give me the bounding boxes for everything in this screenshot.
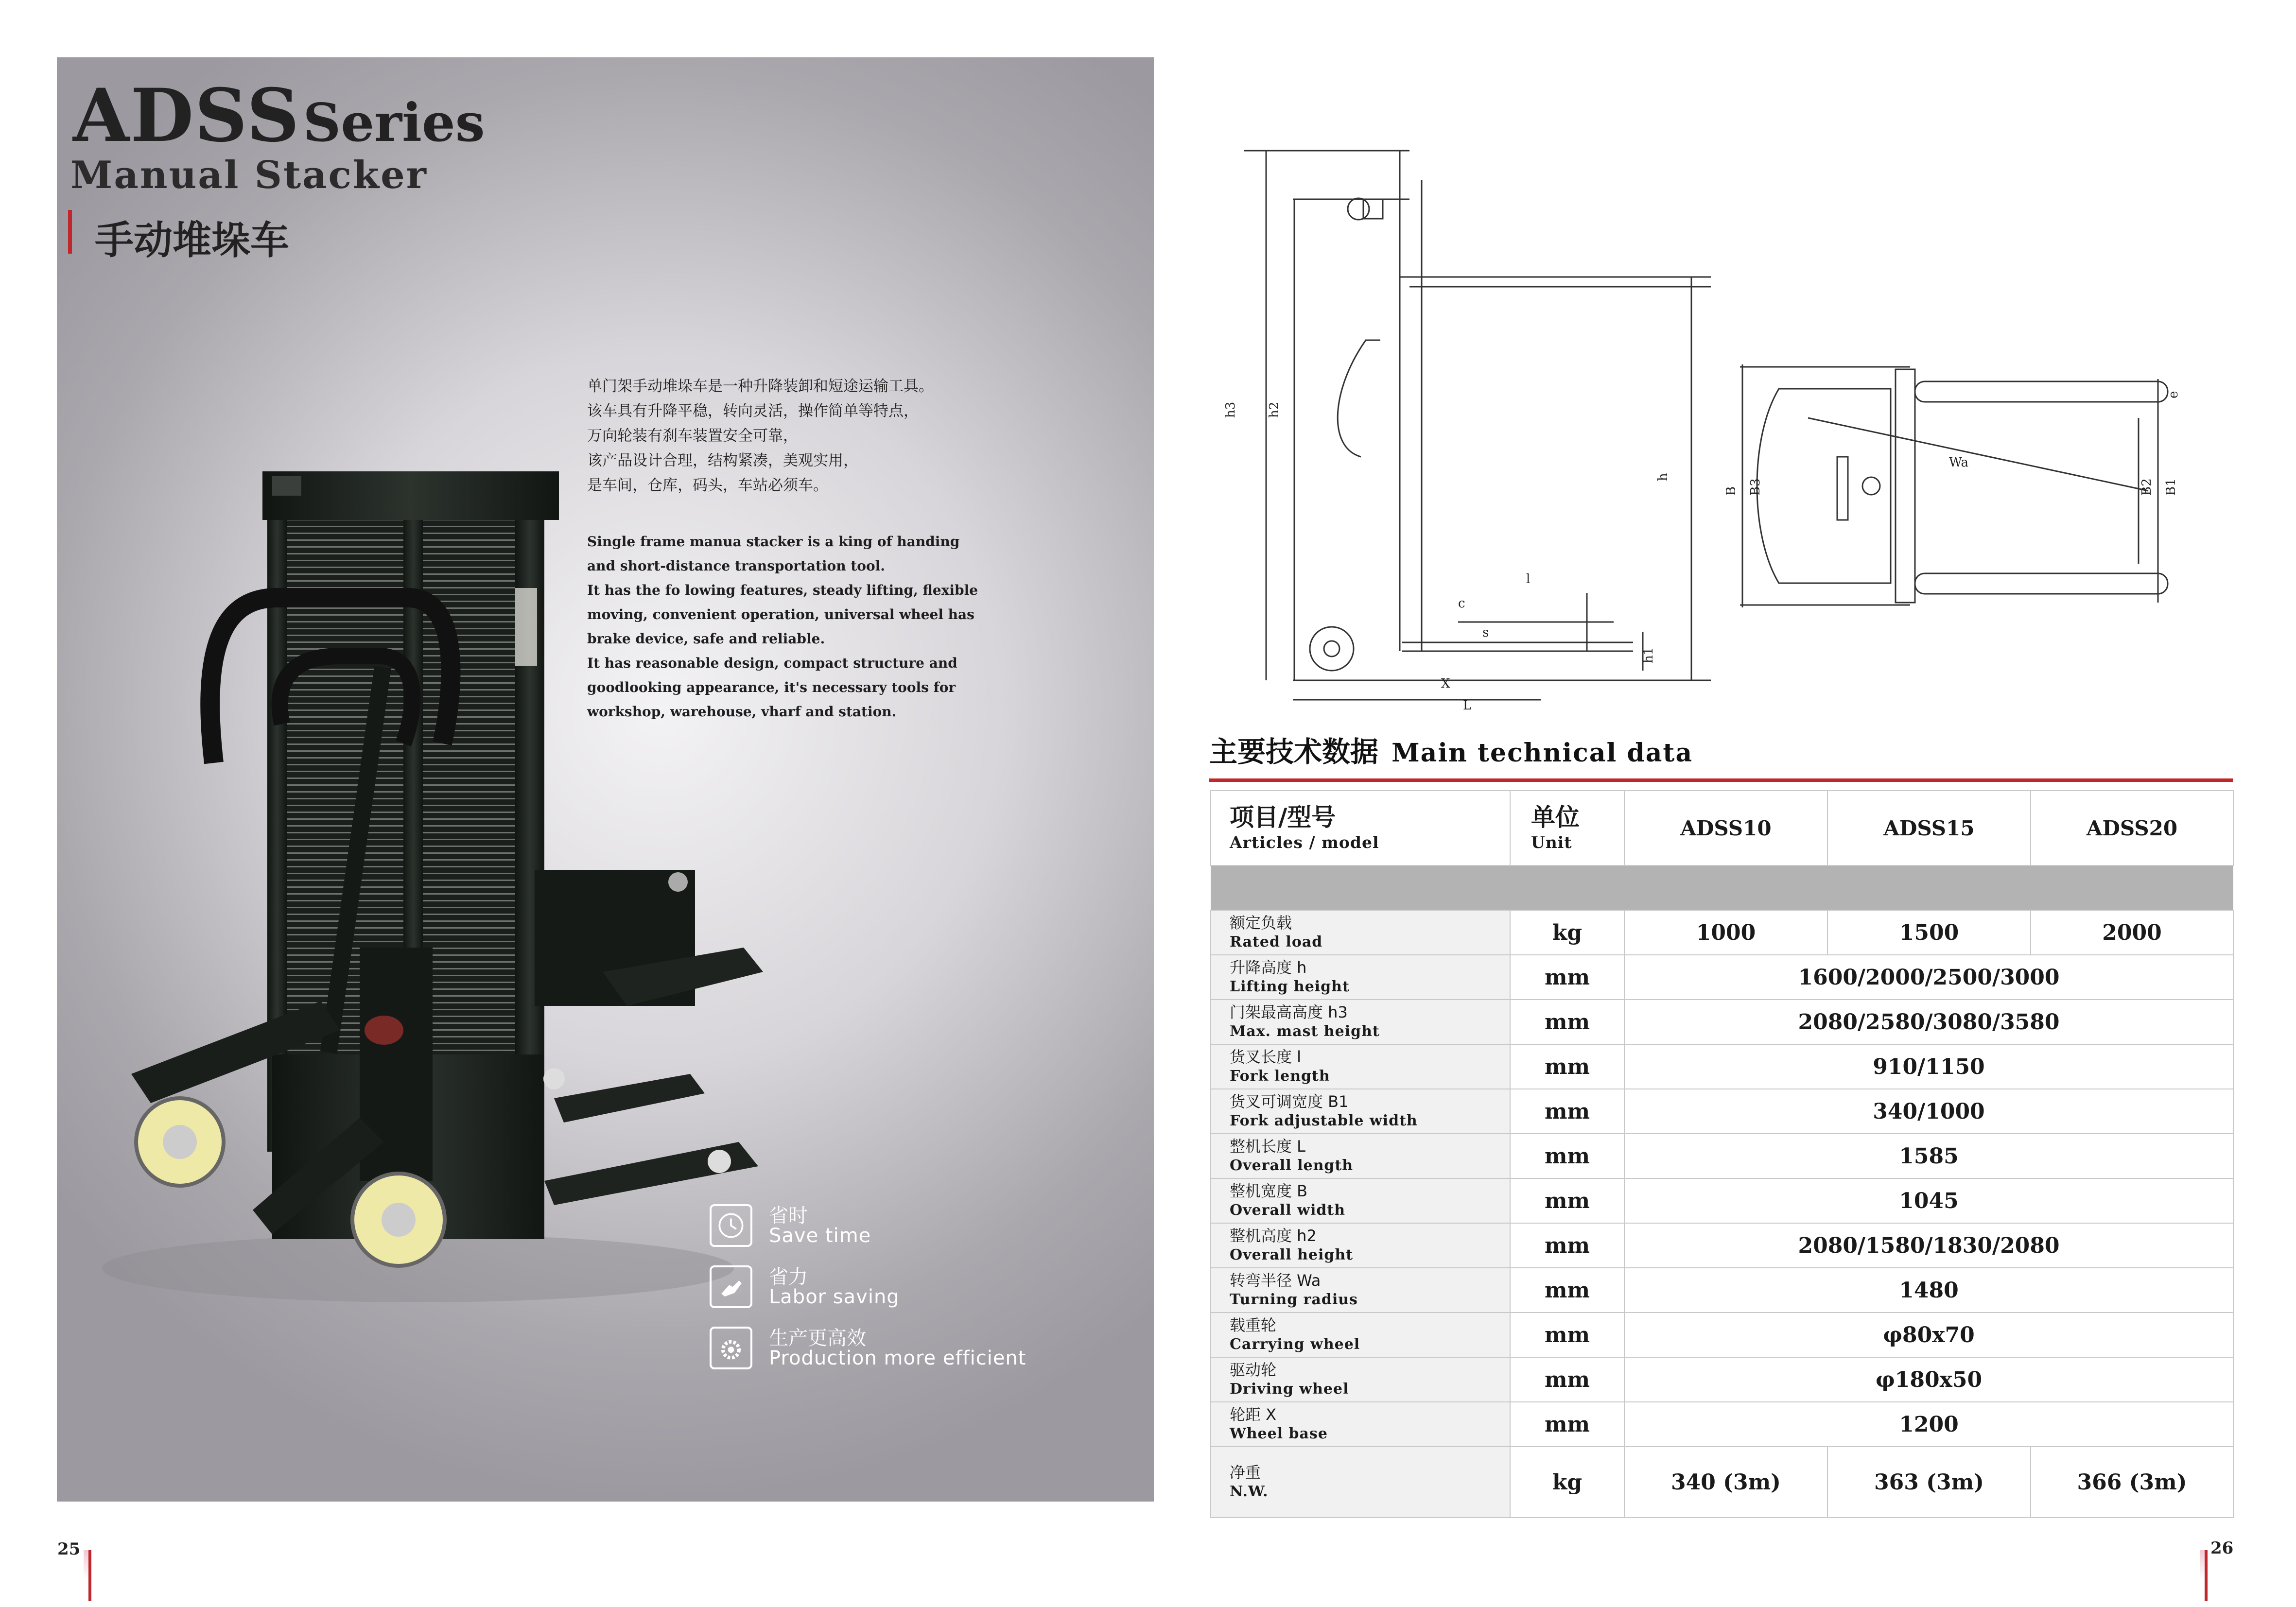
- page-mark-left: [88, 1550, 91, 1601]
- row-unit: mm: [1510, 1223, 1624, 1268]
- description-en-line: brake device, safe and reliable.: [587, 631, 825, 647]
- feature-cn: 生产更高效: [769, 1327, 866, 1349]
- row-value: 2080/1580/1830/2080: [1624, 1223, 2233, 1268]
- row-label: 门架最高高度 h3 Max. mast height: [1211, 1000, 1510, 1044]
- row-unit: mm: [1510, 1268, 1624, 1313]
- row-value: φ180x50: [1624, 1357, 2233, 1402]
- table-row: [1211, 1402, 2233, 1447]
- header-model: ADSS10: [1624, 791, 1827, 865]
- row-unit: mm: [1510, 1313, 1624, 1357]
- row-unit: mm: [1510, 955, 1624, 1000]
- dim-label-h2: h2: [1267, 401, 1282, 418]
- table-row: [1211, 1357, 2233, 1402]
- row-label: 净重 N.W.: [1211, 1447, 1510, 1518]
- table-row: [1211, 1044, 2233, 1089]
- row-label: 整机长度 L Overall length: [1211, 1134, 1510, 1178]
- row-label: 轮距 X Wheel base: [1211, 1402, 1510, 1447]
- page-mark-right: [2205, 1550, 2208, 1601]
- row-value: 340 (3m): [1624, 1447, 1827, 1518]
- row-label: 整机高度 h2 Overall height: [1211, 1223, 1510, 1268]
- row-unit: kg: [1510, 910, 1624, 955]
- feature-cn: 省时: [769, 1205, 808, 1227]
- row-unit: mm: [1510, 1089, 1624, 1134]
- table-row: [1211, 1313, 2233, 1357]
- row-value: 910/1150: [1624, 1044, 2233, 1089]
- header-unit-cn: 单位: [1531, 803, 1580, 831]
- header-item-en: Articles / model: [1230, 833, 1379, 852]
- row-value: 1000: [1624, 910, 1827, 955]
- feature-cn: 省力: [769, 1266, 808, 1288]
- row-label: 驱动轮 Driving wheel: [1211, 1357, 1510, 1402]
- gear-icon: [710, 1327, 752, 1369]
- table-row: [1211, 955, 2233, 1000]
- row-label: 载重轮 Carrying wheel: [1211, 1313, 1510, 1357]
- section-title-cn: 主要技术数据: [1209, 735, 1379, 768]
- row-unit: mm: [1510, 1134, 1624, 1178]
- page-number-right: 26: [2210, 1538, 2234, 1558]
- series-title: [73, 73, 485, 158]
- description-en-line: and short-distance transportation tool.: [587, 558, 886, 574]
- row-value: 2080/2580/3080/3580: [1624, 1000, 2233, 1044]
- clock-icon: [710, 1204, 752, 1247]
- row-value: 366 (3m): [2031, 1447, 2233, 1518]
- dim-label-h3: h3: [1223, 401, 1238, 418]
- section-title: [1209, 729, 1693, 770]
- row-unit: kg: [1510, 1447, 1624, 1518]
- description-cn-line: 是车间，仓库，码头，车站必须车。: [587, 477, 828, 494]
- row-value: 1045: [1624, 1178, 2233, 1223]
- row-label: 额定负载 Rated load: [1211, 910, 1510, 955]
- header-item: [1211, 791, 1510, 865]
- description-cn-line: 该车具有升降平稳，转向灵活，操作简单等特点，: [587, 402, 919, 420]
- spec-table: [1210, 790, 2234, 1518]
- feature-en: Save time: [769, 1225, 871, 1247]
- dim-label-h: h: [1656, 473, 1670, 481]
- table-row: [1211, 910, 2233, 955]
- series-title-suffix: Series: [303, 92, 485, 154]
- description-en-line: It has reasonable design, compact structure and: [587, 655, 957, 671]
- dim-label-l: l: [1526, 572, 1531, 587]
- row-value: 1585: [1624, 1134, 2233, 1178]
- dim-label-e: e: [2166, 391, 2181, 398]
- subtitle-cn: 手动堆垛车: [95, 218, 289, 263]
- row-value: 2000: [2031, 910, 2233, 955]
- table-row: [1211, 1178, 2233, 1223]
- row-label: 整机宽度 B Overall width: [1211, 1178, 1510, 1223]
- header-model: ADSS15: [1827, 791, 2031, 865]
- dim-label-X: X: [1441, 676, 1450, 691]
- description-en-line: Single frame manua stacker is a king of handing: [587, 534, 960, 550]
- row-unit: mm: [1510, 1044, 1624, 1089]
- row-unit: mm: [1510, 1402, 1624, 1447]
- description-en-line: goodlooking appearance, it's necessary tools for: [587, 679, 956, 695]
- table-row: [1211, 1000, 2233, 1044]
- row-label: 货叉长度 l Fork length: [1211, 1044, 1510, 1089]
- description-en-line: workshop, warehouse, vharf and station.: [587, 704, 897, 720]
- description-en: [587, 530, 1025, 724]
- hand-icon: [710, 1265, 752, 1308]
- row-value: 1200: [1624, 1402, 2233, 1447]
- dim-label-L: L: [1463, 698, 1472, 713]
- header-model: ADSS20: [2031, 791, 2233, 865]
- series-title-main: ADSS: [73, 73, 300, 158]
- description-en-line: moving, convenient operation, universal wheel has: [587, 606, 974, 622]
- header-unit: [1510, 791, 1624, 865]
- description-cn-line: 该产品设计合理，结构紧凑，美观实用，: [587, 452, 858, 469]
- table-row: [1211, 1223, 2233, 1268]
- dim-label-B: B: [1724, 486, 1739, 496]
- table-separator: [1211, 865, 2233, 910]
- dim-label-s: s: [1482, 625, 1489, 640]
- description-cn: [587, 374, 1073, 498]
- dim-label-Wa: Wa: [1949, 455, 1968, 470]
- row-label: 升降高度 h Lifting height: [1211, 955, 1510, 1000]
- dim-label-B2: B2: [2139, 478, 2154, 496]
- header-item-cn: 项目/型号: [1230, 803, 1336, 831]
- dim-label-B3: B3: [1748, 478, 1763, 496]
- spec-header-row: [1211, 791, 2233, 865]
- dim-label-h1: h1: [1641, 647, 1656, 663]
- feature-en: Production more efficient: [769, 1347, 1026, 1369]
- row-unit: mm: [1510, 1178, 1624, 1223]
- title-accent-bar: [68, 210, 72, 254]
- row-value: 1600/2000/2500/3000: [1624, 955, 2233, 1000]
- row-value: 1480: [1624, 1268, 2233, 1313]
- description-en-line: It has the fo lowing features, steady lifting, flexible: [587, 582, 978, 598]
- table-row: [1211, 1134, 2233, 1178]
- page-number-left: 25: [57, 1539, 81, 1559]
- side-view-drawing: [1244, 151, 1711, 700]
- subtitle-en: Manual Stacker: [70, 153, 428, 197]
- top-view-drawing: [1740, 364, 2168, 607]
- section-rule: [1209, 778, 2233, 782]
- description-cn-line: 单门架手动堆垛车是一种升降装卸和短途运输工具。: [587, 378, 934, 395]
- table-row: [1211, 1089, 2233, 1134]
- row-value: 1500: [1827, 910, 2031, 955]
- feature-en: Labor saving: [769, 1286, 900, 1308]
- row-unit: mm: [1510, 1357, 1624, 1402]
- row-unit: mm: [1510, 1000, 1624, 1044]
- row-value: 363 (3m): [1827, 1447, 2031, 1518]
- dim-label-B1: B1: [2164, 478, 2178, 496]
- section-title-en: Main technical data: [1392, 738, 1693, 768]
- row-value: 340/1000: [1624, 1089, 2233, 1134]
- dim-label-c: c: [1458, 596, 1465, 611]
- technical-drawings: [1205, 126, 2226, 729]
- row-label: 转弯半径 Wa Turning radius: [1211, 1268, 1510, 1313]
- header-unit-en: Unit: [1531, 833, 1572, 852]
- table-row: [1211, 1268, 2233, 1313]
- description-cn-line: 万向轮装有刹车装置安全可靠，: [587, 427, 798, 445]
- row-value: φ80x70: [1624, 1313, 2233, 1357]
- table-row: [1211, 1447, 2233, 1518]
- row-label: 货叉可调宽度 B1 Fork adjustable width: [1211, 1089, 1510, 1134]
